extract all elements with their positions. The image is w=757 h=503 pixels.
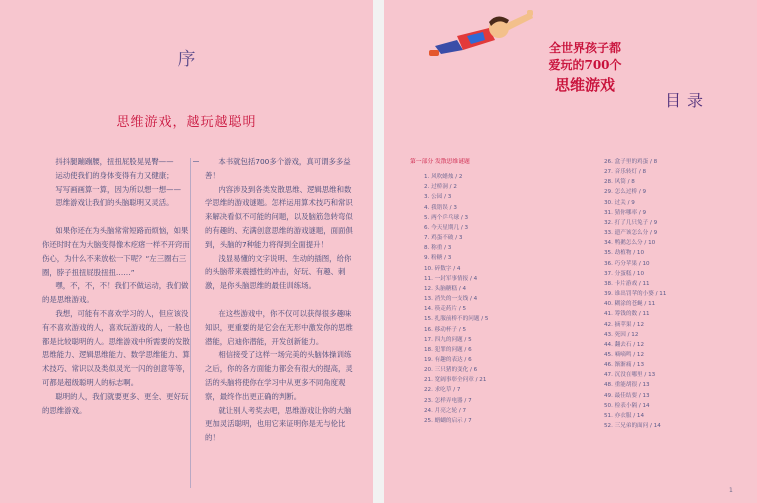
preface-paragraph: 我想，可能有不喜欢学习的人，但应该没有不喜欢游戏的人，喜欢玩游戏的人，一般也都是比较聪明的人。思维游戏中所需要的发散思维能力、逻辑思维能力、数学思维能力、算术技巧、常识以及类似灵光一闪的创意等等，可都是超级聪明人的标志啊。 bbox=[42, 308, 190, 387]
toc-entry: 24. 月亮之轮 / 7 bbox=[424, 407, 467, 414]
preface-paragraph: 聪明的人，我们就要更多、更全、更好玩的思维游戏。 bbox=[42, 391, 189, 415]
preface-paragraph: 运动使我们的身体变得有力又健康； bbox=[55, 170, 174, 180]
column-divider bbox=[190, 158, 191, 488]
preface-title: 序 bbox=[177, 49, 196, 70]
toc-entry: 16. 移动杯子 / 5 bbox=[424, 326, 467, 333]
toc-entry: 49. 最佳结要 / 13 bbox=[604, 392, 650, 399]
preface-paragraph: 本书就包括700多个游戏，真可谓多多益善！ bbox=[205, 157, 351, 180]
preface-paragraph: 抖抖腿蹦蹦腰，扭扭屁股晃晃臀—— bbox=[55, 157, 174, 166]
book-title-line: 思维游戏 bbox=[554, 76, 615, 94]
toc-entry: 11. 一封军事情报 / 4 bbox=[424, 275, 478, 282]
toc-entry: 18. 犯罪的问题 / 6 bbox=[424, 346, 472, 353]
preface-paragraph: 浅显易懂的文字说明、生动的插图，给你的头脑带来震撼性的冲击，好玩、有趣、刺激，是你头脑思维的最佳训练场。 bbox=[205, 253, 352, 291]
preface-paragraph: 嘿，不，不，不！我们不做运动，我们做的是思维游戏。 bbox=[42, 281, 189, 305]
toc-entry: 9. 粉糖 / 3 bbox=[424, 255, 452, 262]
toc-entry: 2. 过桥洞 / 2 bbox=[424, 184, 457, 191]
preface-column-2 bbox=[205, 155, 355, 445]
toc-entry: 46. 渐渐痛 / 13 bbox=[604, 362, 645, 369]
toc-entry: 48. 重能胡很 / 13 bbox=[604, 382, 650, 389]
toc-entry: 50. 检表小隔 / 14 bbox=[604, 402, 650, 409]
toc-entry: 4. 我错误 / 3 bbox=[424, 204, 457, 211]
toc-entry: 27. 音乐转灯 / 8 bbox=[604, 169, 647, 176]
toc-entry: 6. 今天星期几 / 3 bbox=[424, 224, 469, 231]
preface-paragraph: 就让别人考奖去吧，思维游戏让你的大脑更加灵活聪明，也用它来证明你是无与伦比的！ bbox=[205, 405, 352, 443]
toc-entry: 34. 鸭鹅怎么分 / 10 bbox=[604, 240, 656, 247]
toc-entry: 29. 怎么过桥 / 9 bbox=[604, 189, 647, 196]
toc-entry: 52. 三兄弟的面问 / 14 bbox=[604, 423, 661, 430]
book-title bbox=[530, 40, 640, 96]
book-title-line: 全世界孩子都 bbox=[548, 41, 621, 55]
toc-entry: 13. 消失的一支线 / 4 bbox=[424, 296, 478, 303]
toc-entry: 7. 鸡蛋不破 / 3 bbox=[424, 235, 463, 242]
toc-entry: 15. 扎服前桥不的问题 / 5 bbox=[424, 316, 489, 323]
toc-entry: 28. 风筒 / 8 bbox=[604, 179, 635, 186]
toc-part-heading: 第一部分 发散思维谜题 bbox=[410, 159, 470, 165]
toc-entry: 39. 谁出罚苹的小婆 / 11 bbox=[604, 291, 667, 298]
toc-entry: 45. 嘀嘀鸣 / 12 bbox=[604, 351, 645, 358]
toc-entry: 37. 分蛋糕 / 10 bbox=[604, 270, 645, 277]
dash-ornament bbox=[193, 161, 199, 162]
toc-entry: 33. 遗产该怎么分 / 9 bbox=[604, 230, 658, 237]
toc-entry: 8. 称重 / 3 bbox=[424, 245, 452, 252]
toc-entry: 17. 四九的问题 / 5 bbox=[424, 336, 472, 343]
toc-entry: 1. 风吹蜡烛 / 2 bbox=[424, 174, 463, 181]
toc-entry: 10. 碎数字 / 4 bbox=[424, 265, 461, 272]
toc-entry: 12. 头脑糖糕 / 4 bbox=[424, 285, 467, 292]
preface-paragraph: 如果你还在为头脑常常短路而烦恼，如果你还时时在为大脑变得像木疙瘩一样不开窍而伤心，为什么不来放松一下呢？“左三圈右三圈，脖子扭扭屁股扭扭……” bbox=[42, 226, 190, 277]
toc-entry: 47. 沉没在哪里 / 13 bbox=[604, 372, 656, 379]
toc-entry: 19. 有趣的表达 / 6 bbox=[424, 356, 472, 363]
preface-paragraph: 内容涉及到各类发散思维、逻辑思维和数学思维的游戏谜题。怎样运用算术技巧和常识来解决看似不可能的问题，以及脑筋急转弯似的有趣的、充满创意思维的游戏谜题，面面俱到，头脑的7种能力将得到全面提升！ bbox=[205, 184, 353, 249]
contents-title: 目录 bbox=[665, 91, 710, 110]
toc-entry: 38. 卡片游戏 / 11 bbox=[604, 280, 650, 287]
book-title-line: 爱玩的700个 bbox=[548, 58, 622, 72]
toc-entry: 30. 过关 / 9 bbox=[604, 199, 635, 206]
toc-column-1 bbox=[410, 157, 488, 426]
toc-entry: 5. 两个乒乓球 / 3 bbox=[424, 214, 469, 221]
toc-entry: 41. 筹钱的数 / 11 bbox=[604, 311, 650, 318]
flying-kid-illustration bbox=[427, 6, 537, 68]
toc-entry: 32. 打了几只兔子 / 9 bbox=[604, 219, 658, 226]
toc-column-2 bbox=[604, 157, 666, 431]
preface-subtitle: 思维游戏，越玩越聪明 bbox=[116, 115, 257, 130]
preface-column-1 bbox=[42, 155, 192, 417]
toc-entry: 25. 蜡蝴的启示 / 7 bbox=[424, 417, 472, 424]
toc-entry: 26. 盒子里的鸡蛋 / 8 bbox=[604, 159, 658, 165]
preface-paragraph: 在这些游戏中，你不仅可以获得很多趣味知识，更重要的是它会在无形中激发你的思维潜能，启迪你潜能，开发创新能力。 bbox=[205, 308, 353, 346]
toc-entry: 36. 巧分苹果 / 10 bbox=[604, 260, 650, 267]
toc-entry: 23. 怎样弄电器 / 7 bbox=[424, 397, 472, 404]
preface-paragraph: 相信接受了这样一场完美的头脑体操训练之后，你的各方面能力都会有很大的提高，灵活的头脑将使你在学习中从更多不同角度观察，最终作出更正确的判断。 bbox=[205, 350, 353, 401]
toc-entry: 22. 求吃草 / 7 bbox=[424, 387, 461, 394]
toc-entry: 42. 摘苹果 / 12 bbox=[604, 321, 645, 328]
toc-entry: 20. 三只猪的变化 / 6 bbox=[424, 367, 478, 374]
toc-entry: 31. 猜你哪率 / 9 bbox=[604, 209, 647, 216]
toc-entry: 40. 糊涂的苍蝇 / 11 bbox=[604, 301, 656, 308]
preface-paragraph: 思维游戏让我们的头脑聪明又灵活。 bbox=[55, 198, 174, 208]
toc-entry: 3. 公园 / 3 bbox=[424, 194, 452, 201]
book-spine bbox=[373, 0, 384, 503]
toc-entry: 43. 死因 / 12 bbox=[604, 331, 639, 338]
toc-entry: 21. 宽阔事彰全问章 / 21 bbox=[424, 377, 487, 384]
toc-entry: 35. 劫植物 / 10 bbox=[604, 250, 645, 257]
toc-entry: 51. 亦衣服 / 14 bbox=[604, 412, 645, 419]
preface-paragraph: 写写画画算一算，因为所以想一想—— bbox=[55, 184, 181, 194]
toc-entry: 14. 筷走药片 / 5 bbox=[424, 306, 467, 313]
page-number: 1 bbox=[729, 487, 733, 494]
toc-entry: 44. 翻去石 / 12 bbox=[604, 341, 645, 348]
